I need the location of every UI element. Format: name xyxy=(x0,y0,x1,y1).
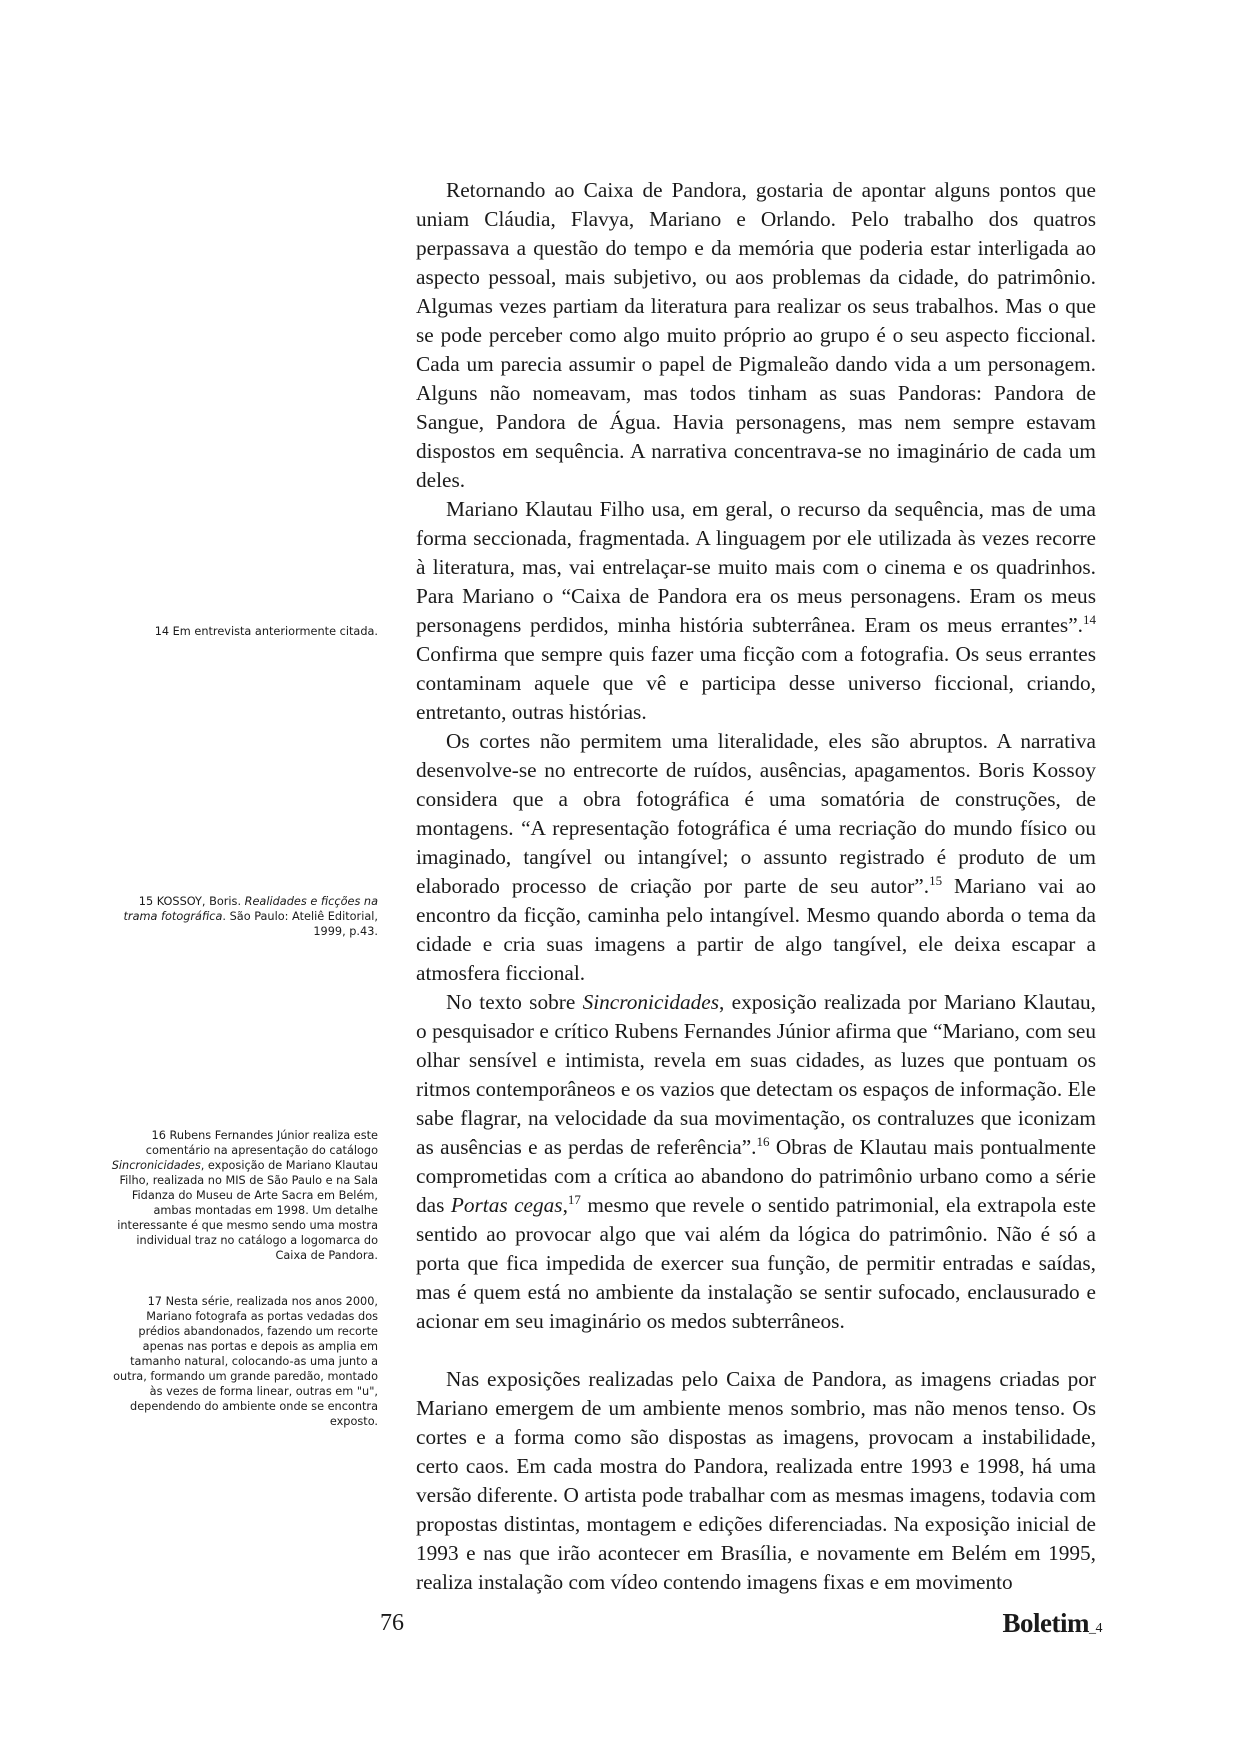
paragraph: Retornando ao Caixa de Pandora, gostaria de apontar alguns pontos que uniam Cláudia, Flavya, Mariano e Orlando. Pelo trabalho dos quatros perpassava a questão do tempo e da memória que poderia estar interligada ao aspecto pessoal, mais subjetivo, ou aos problemas da cidade, do patrimônio. Algumas vezes partiam da literatura para realizar os seus trabalhos. Mas o que se pode perceber como algo muito próprio ao grupo é o seu aspecto ficcional. Cada um parecia assumir o papel de Pigmaleão dando vida a um personagem. Alguns não nomeavam, mas todos tinham as suas Pandoras: Pandora de Sangue, Pandora de Água. Havia personagens, mas nem sempre estavam dispostos em sequência. A narrativa concentrava-se no imaginário de cada um deles. xyxy=(416,178,1096,492)
footnote-ref[interactable]: 14 xyxy=(1083,611,1096,627)
footnote-15: 15 KOSSOY, Boris. Realidades e ficções na trama fotográfica. São Paulo: Ateliê Editorial, 1999, p.43. xyxy=(123,895,378,938)
paragraph: Os cortes não permitem uma literalidade, eles são abruptos. A narrativa desenvolve-se no entrecorte de ruídos, ausências, apagamentos. Boris Kossoy considera que a obra fotográfica é uma somatória de construções, de montagens. “A representação fotográfica é uma recriação do mundo físico ou imaginado, tangível ou intangível; o assunto registrado é produto de um elaborado processo de criação por parte de seu autor”.$^{15}$ Mariano vai ao encontro da ficção, caminha pelo intangível. Mesmo quando aborda o tema da cidade e cria suas imagens a partir de algo tangível, ele deixa escapar a atmosfera ficcional. xyxy=(416,729,1096,985)
page-number: 76 xyxy=(380,1610,404,1636)
paragraph: Mariano Klautau Filho usa, em geral, o recurso da sequência, mas de uma forma seccionada, fragmentada. A linguagem por ele utilizada às vezes recorre à literatura, mas, vai entrelaçar-se muito mais com o cinema e os quadrinhos. Para Mariano o “Caixa de Pandora era os meus personagens. Eram os meus personagens perdidos, minha história subterrânea. Eram os meus errantes”.$^{14}$ Confirma que sempre quis fazer uma ficção com a fotografia. Os seus errantes contaminam aquele que vê e participa desse universo ficcional, criando, entretanto, outras histórias. xyxy=(416,497,1096,724)
paragraph: No texto sobre Sincronicidades, exposição realizada por Mariano Klautau, o pesquisador e crítico Rubens Fernandes Júnior afirma que “Mariano, com seu olhar sensível e intimista, revela em suas cidades, as luzes que pontuam os ritmos contemporâneos e os vazios que detectam os espaços de informação. Ele sabe flagrar, na velocidade da sua movimentação, os contraluzes que iconizam as ausências e as perdas de referência”.$^{16}$ Obras de Klautau mais pontualmente comprometidas com a crítica ao abandono do patrimônio urbano como a série das Portas cegas,$^{17}$ mesmo que revele o sentido patrimonial, ela extrapola este sentido ao provocar algo que vai além da lógica do patrimônio. Não é só a porta que fica impedida de exercer sua função, de permitir entradas e saídas, mas é quem está no ambiente da instalação se sentir sufocado, enclausurado e acionar em seu imaginário os medos subterrâneos. xyxy=(416,990,1097,1333)
journal-logo: Boletim_4 xyxy=(1002,1608,1102,1638)
footnote-14: 14 Em entrevista anteriormente citada. xyxy=(154,625,378,638)
footnote-16: 16 Rubens Fernandes Júnior realiza este comentário na apresentação do catálogo Sincronicidades, exposição de Mariano Klautau Filho, realizada no MIS de São Paulo e na Sala Fidanza do Museu de Arte Sacra em Belém, ambas montadas em 1998. Um detalhe interessante é que mesmo sendo uma mostra individual traz no catálogo a logomarca do Caixa de Pandora. xyxy=(111,1129,378,1262)
footnote-ref[interactable]: 15 xyxy=(929,872,943,888)
footnote-ref[interactable]: 17 xyxy=(567,1191,581,1207)
footnote-17: 17 Nesta série, realizada nos anos 2000, Mariano fotografa as portas vedadas dos prédios abandonados, fazendo um recorte apenas nas portas e depois as amplia em tamanho natural, colocando-as uma junto a outra, formando um grande paredão, montado às vezes de forma linear, outras em "u", dependendo do ambiente onde se encontra exposto. xyxy=(113,1295,378,1428)
body-text xyxy=(416,176,1096,1597)
footnote-ref[interactable]: 16 xyxy=(756,1133,770,1149)
paragraph: Nas exposições realizadas pelo Caixa de Pandora, as imagens criadas por Mariano emergem de um ambiente menos sombrio, mas não menos tenso. Os cortes e a forma como são dispostas as imagens, provocam a instabilidade, certo caos. Em cada mostra do Pandora, realizada entre 1993 e 1998, há uma versão diferente. O artista pode trabalhar com as mesmas imagens, todavia com propostas distintas, montagem e edições diferenciadas. Na exposição inicial de 1993 e nas que irão acontecer em Brasília, e novamente em Belém em 1995, realiza instalação com vídeo contendo imagens fixas e em movimento xyxy=(416,1367,1096,1594)
